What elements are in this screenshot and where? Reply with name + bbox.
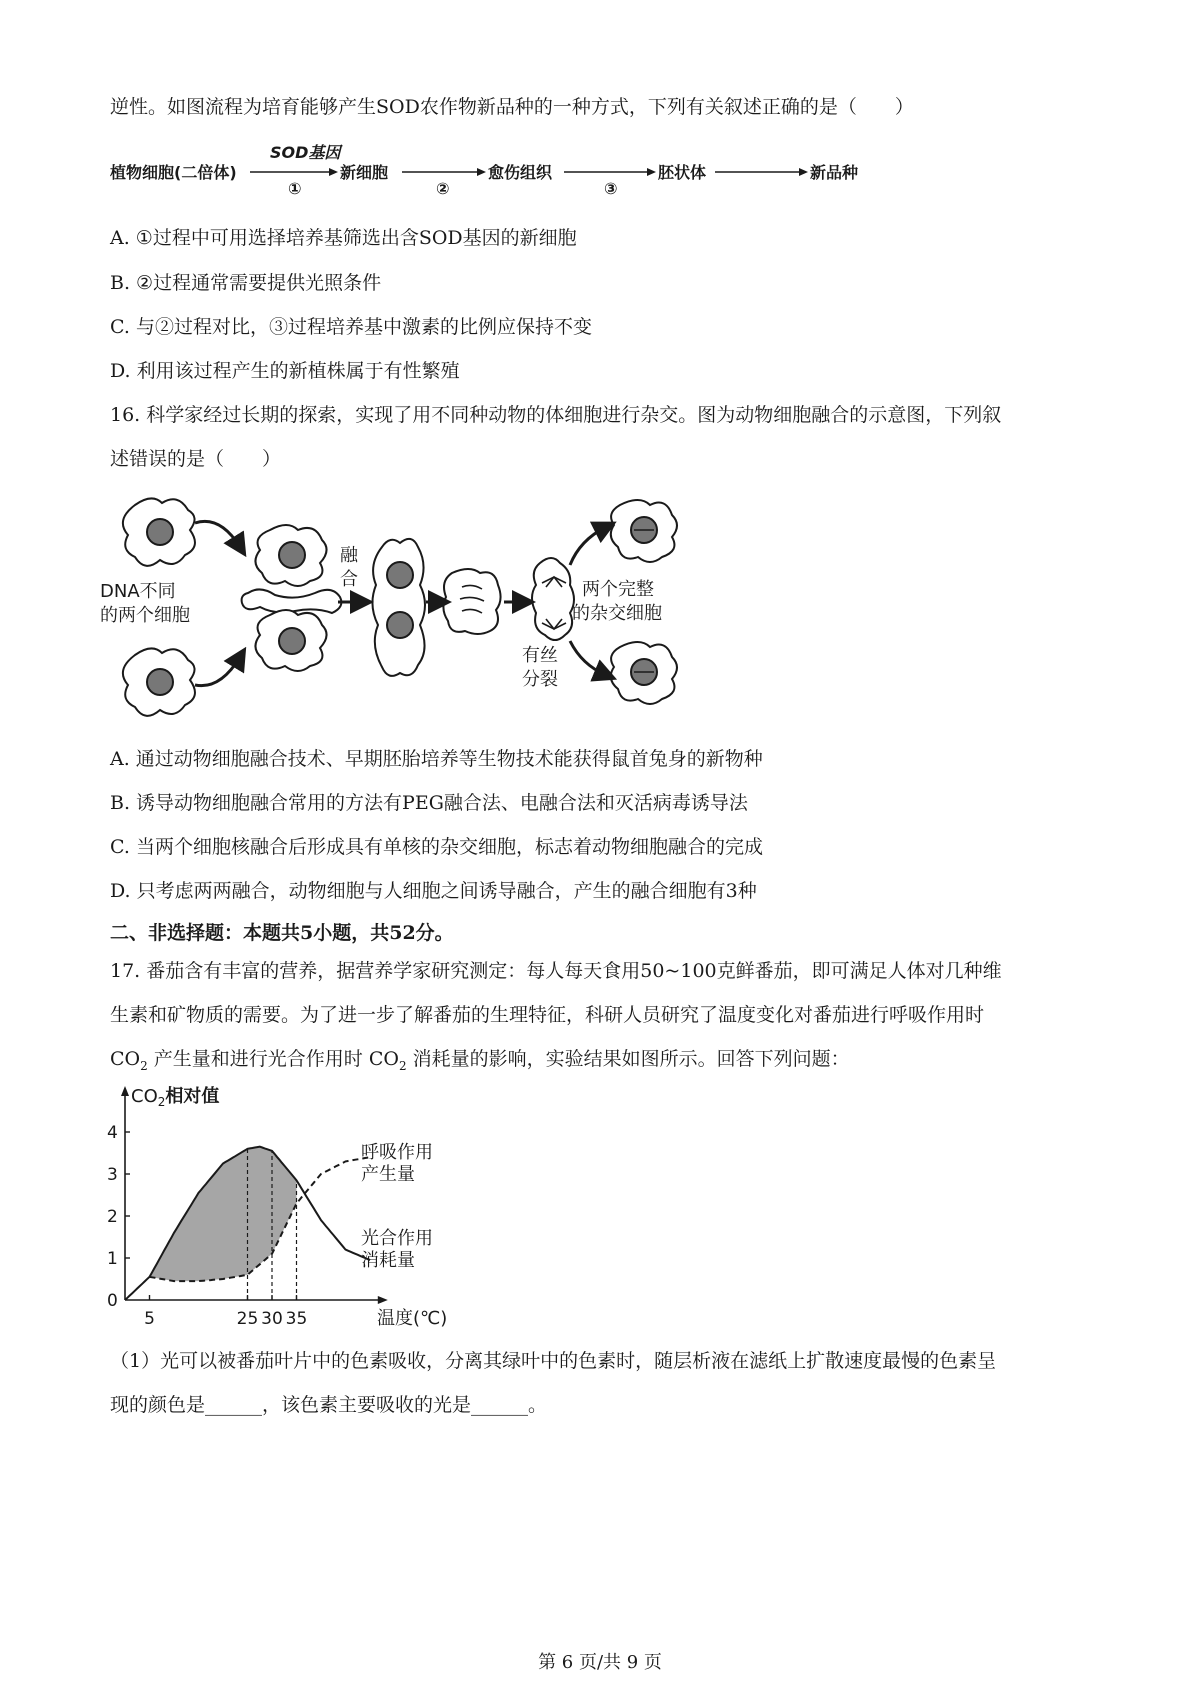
q15-flow-diagram: [110, 138, 890, 202]
q17-stem-line3: $CO_2$ 产生量和进行光合作用时 $CO_2$ 消耗量的影响，实验结果如图所示。回答下列问题：: [110, 1048, 850, 1073]
y-tick-label-4: 4: [107, 1123, 118, 1143]
chromosome-cell: [443, 569, 500, 634]
y-tick-label-0: 0: [107, 1291, 118, 1311]
q16-option-b: B. 诱导动物细胞融合常用的方法有PEG融合法、电融合法和灭活病毒诱导法: [110, 792, 748, 814]
x-axis-arrow: [378, 1296, 388, 1304]
y-axis-arrow: [121, 1086, 129, 1096]
q15-option-a: A. ①过程中可用选择培养基筛选出含SOD基因的新细胞: [110, 227, 577, 249]
section-2-heading: 二、非选择题：本题共5小题，共52分。: [110, 922, 454, 944]
y-tick-label-3: 3: [107, 1165, 118, 1185]
label-fuse-1: 融: [340, 545, 358, 566]
x-axis-label: 温度(℃): [377, 1308, 448, 1329]
q15-option-d: D. 利用该过程产生的新植株属于有性繁殖: [110, 360, 460, 382]
shaded-region: [150, 1147, 297, 1281]
flow-node-callus: 愈伤组织: [488, 163, 553, 182]
x-tick-label-35: 35: [285, 1309, 308, 1329]
y-axis-label: $CO_2$相对值: [131, 1086, 220, 1109]
x-tick-label-30: 30: [261, 1309, 283, 1329]
q17-sub1-line2: 现的颜色是______，该色素主要吸收的光是______。: [110, 1394, 548, 1416]
flow-node-new-variety: 新品种: [810, 163, 859, 182]
q16-stem-line2: 述错误的是（ ）: [110, 448, 282, 470]
q16-cell-fusion-diagram: [100, 485, 740, 740]
photosynthesis-label-2: 消耗量: [361, 1250, 415, 1271]
page-footer: 第 6 页/共 9 页: [538, 1652, 662, 1673]
x-tick-label-25: 25: [236, 1309, 259, 1329]
respiration-label-2: 产生量: [361, 1164, 415, 1185]
flow-arrow1-label: SOD基因: [270, 143, 341, 162]
q17-sub1-line1: （1）光可以被番茄叶片中的色素吸收，分离其绿叶中的色素时，随层析液在滤纸上扩散速度最慢的色素呈: [110, 1350, 997, 1372]
q16-stem-line1: 16. 科学家经过长期的探索，实现了用不同种动物的体细胞进行杂交。图为动物细胞融合的示意图，下列叙: [110, 404, 1002, 426]
flow-step1: ①: [288, 179, 302, 198]
fused-nucleus-1: [387, 562, 413, 588]
arrow-to-hybrid-1: [570, 527, 606, 565]
q17-stem-line1: 17. 番茄含有丰富的营养，据营养学家研究测定：每人每天食用50~100克鲜番茄，即可满足人体对几种维: [110, 960, 1002, 982]
arrow-cell-b: [195, 657, 240, 686]
q16-option-c: C. 当两个细胞核融合后形成具有单核的杂交细胞，标志着动物细胞融合的完成: [110, 836, 763, 858]
label-fuse-2: 合: [340, 569, 358, 590]
q16-option-a: A. 通过动物细胞融合技术、早期胚胎培养等生物技术能获得鼠首兔身的新物种: [110, 748, 763, 770]
co2-temperature-chart: [95, 1082, 475, 1332]
flow-node-start: 植物细胞(二倍体): [110, 163, 237, 182]
flow-node-new-cell: 新细胞: [340, 163, 389, 182]
fused-nucleus-2: [387, 612, 413, 638]
q17-stem-line2: 生素和矿物质的需要。为了进一步了解番茄的生理特征，科研人员研究了温度变化对番茄进行呼吸作用时: [110, 1004, 985, 1026]
cell-c-nucleus: [279, 542, 305, 568]
q15-stem-tail: 逆性。如图流程为培育能够产生SOD农作物新品种的一种方式，下列有关叙述正确的是（ ）: [110, 96, 914, 118]
y-tick-label-1: 1: [107, 1249, 118, 1269]
cell-d-nucleus: [279, 628, 305, 654]
q16-option-d: D. 只考虑两两融合，动物细胞与人细胞之间诱导融合，产生的融合细胞有3种: [110, 880, 757, 902]
flow-step3: ③: [604, 179, 618, 198]
photosynthesis-label-1: 光合作用: [361, 1228, 433, 1249]
arrow-to-hybrid-2: [570, 641, 606, 675]
q15-option-b: B. ②过程通常需要提供光照条件: [110, 272, 382, 294]
label-mitosis-1: 有丝: [522, 645, 558, 666]
flow-step2: ②: [436, 179, 450, 198]
label-hybrid-2: 的杂交细胞: [572, 603, 662, 624]
y-tick-label-2: 2: [107, 1207, 118, 1227]
x-tick-label-5: 5: [144, 1309, 155, 1329]
label-hybrid-1: 两个完整: [582, 579, 654, 600]
membrane-bridge: [242, 589, 342, 613]
flow-node-embryoid: 胚状体: [658, 163, 707, 182]
q15-option-c: C. 与②过程对比，③过程培养基中激素的比例应保持不变: [110, 316, 592, 338]
cell-a-nucleus: [147, 519, 173, 545]
respiration-label-1: 呼吸作用: [361, 1142, 433, 1163]
cell-b-nucleus: [147, 669, 173, 695]
arrow-cell-a: [195, 521, 240, 547]
label-mitosis-2: 分裂: [522, 669, 558, 690]
label-dna-different-2: 的两个细胞: [100, 605, 190, 626]
label-dna-different-1: DNA不同: [100, 581, 176, 602]
fused-cell: [372, 539, 425, 676]
